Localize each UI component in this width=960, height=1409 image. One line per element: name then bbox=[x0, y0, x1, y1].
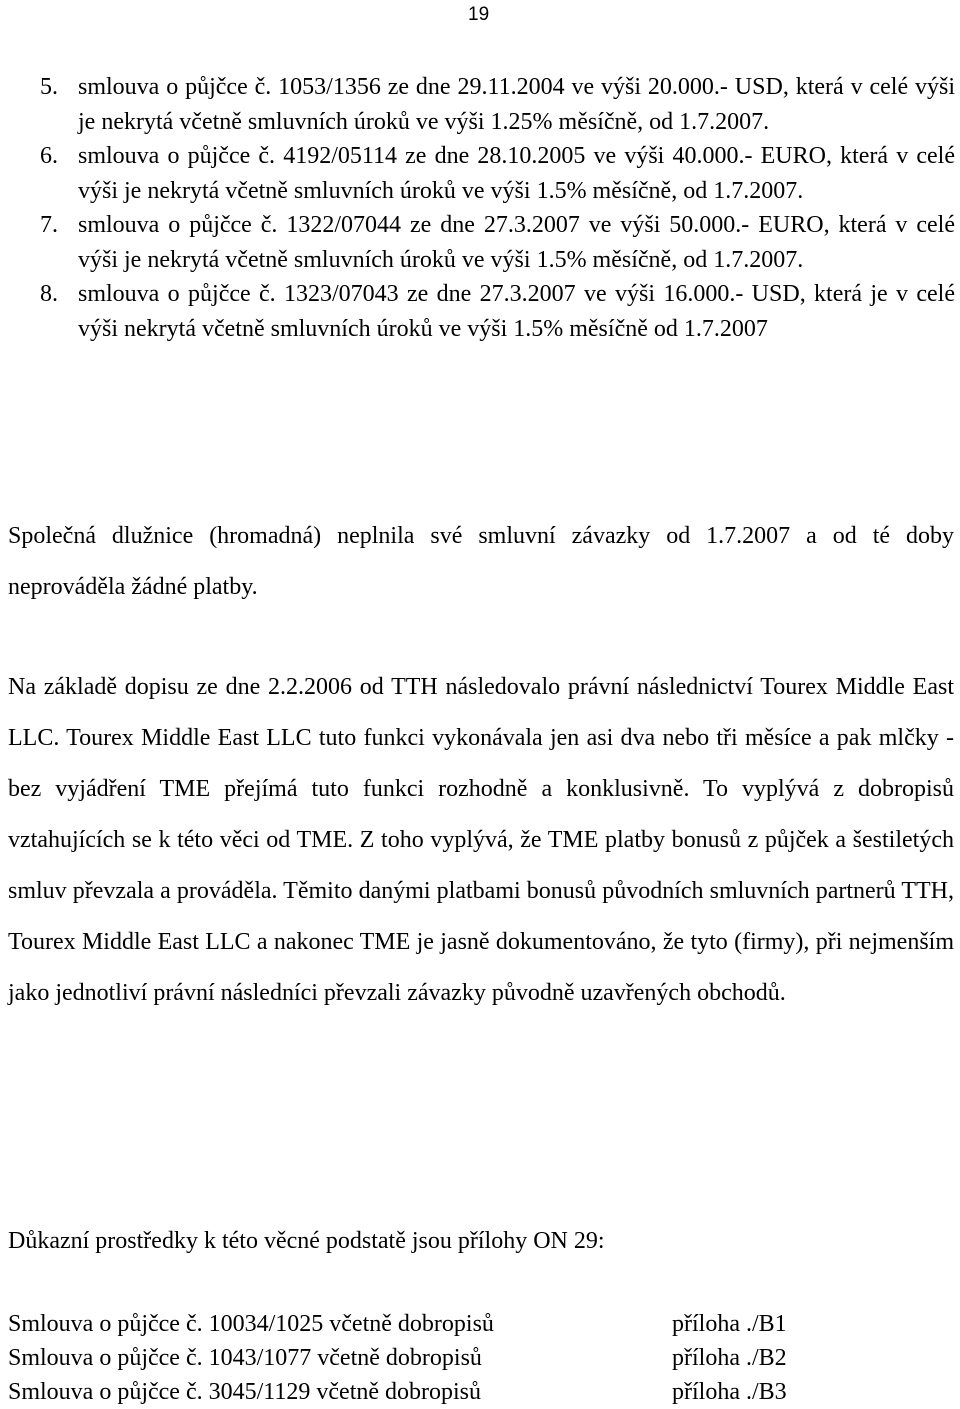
attachment-title: Smlouva o půjčce č. 10034/1025 včetně dobropisů bbox=[8, 1311, 494, 1337]
attachment-row bbox=[8, 1341, 954, 1375]
attachment-ref: příloha ./B1 bbox=[672, 1311, 787, 1337]
contract-text: smlouva o půjčce č. 1053/1356 ze dne 29.11.2004 ve výši 20.000.- USD, která v celé výši je nekrytá včetně smluvních úroků ve výši 1.25% měsíčně, od 1.7.2007. bbox=[78, 74, 955, 135]
contract-number: 6. bbox=[40, 143, 58, 169]
attachment-list bbox=[8, 1307, 954, 1409]
attachment-title: Smlouva o půjčce č. 1043/1077 včetně dobropisů bbox=[8, 1345, 482, 1371]
attachment-ref: příloha ./B3 bbox=[672, 1379, 787, 1405]
paragraph-debtor-default: Společná dlužnice (hromadná) neplnila své smluvní závazky od 1.7.2007 a od té doby neprováděla žádné platby. bbox=[8, 523, 954, 600]
attachment-row bbox=[8, 1307, 954, 1341]
contract-item bbox=[40, 70, 955, 139]
contract-item bbox=[40, 277, 955, 346]
contract-item bbox=[40, 139, 955, 208]
attachment-title: Smlouva o půjčce č. 3045/1129 včetně dobropisů bbox=[8, 1379, 482, 1405]
contract-text: smlouva o půjčce č. 1322/07044 ze dne 27.3.2007 ve výši 50.000.- EURO, která v celé výši je nekrytá včetně smluvních úroků ve výši 1.5% měsíčně, od 1.7.2007. bbox=[78, 212, 955, 273]
contract-text: smlouva o půjčce č. 4192/05114 ze dne 28.10.2005 ve výši 40.000.- EURO, která v celé výši je nekrytá včetně smluvních úroků ve výši 1.5% měsíčně, od 1.7.2007. bbox=[78, 143, 955, 204]
contract-number: 7. bbox=[40, 212, 58, 238]
page-number: 19 bbox=[468, 4, 490, 25]
contract-item bbox=[40, 208, 955, 277]
contract-text: smlouva o půjčce č. 1323/07043 ze dne 27.3.2007 ve výši 16.000.- USD, která je v celé výši nekrytá včetně smluvních úroků ve výši 1.5% měsíčně od 1.7.2007 bbox=[78, 281, 955, 342]
contract-number: 5. bbox=[40, 74, 58, 100]
contract-list bbox=[40, 70, 955, 346]
attachment-ref: příloha ./B2 bbox=[672, 1345, 787, 1371]
attachment-row bbox=[8, 1375, 954, 1409]
contract-number: 8. bbox=[40, 281, 58, 307]
paragraph-legal-succession: Na základě dopisu ze dne 2.2.2006 od TTH následovalo právní následnictví Tourex Middle East LLC. Tourex Middle East LLC tuto funkci vykonávala jen asi dva nebo tři měsíce a pak mlčky - bez vyjádření TME přejímá tuto funkci rozhodně a konklusivně. To vyplývá z dobropisů vztahujících se k této věci od TME. Z toho vyplývá, že TME platby bonusů z půjček a šestiletých smluv převzala a prováděla. Těmito danými platbami bonusů původních smluvních partnerů TTH, Tourex Middle East LLC a nakonec TME je jasně dokumentováno, že tyto (firmy), při nejmenším jako jednotliví právní následníci převzali závazky původně uzavřených obchodů. bbox=[8, 674, 954, 1006]
evidence-heading: Důkazní prostředky k této věcné podstatě jsou přílohy ON 29: bbox=[8, 1228, 605, 1254]
